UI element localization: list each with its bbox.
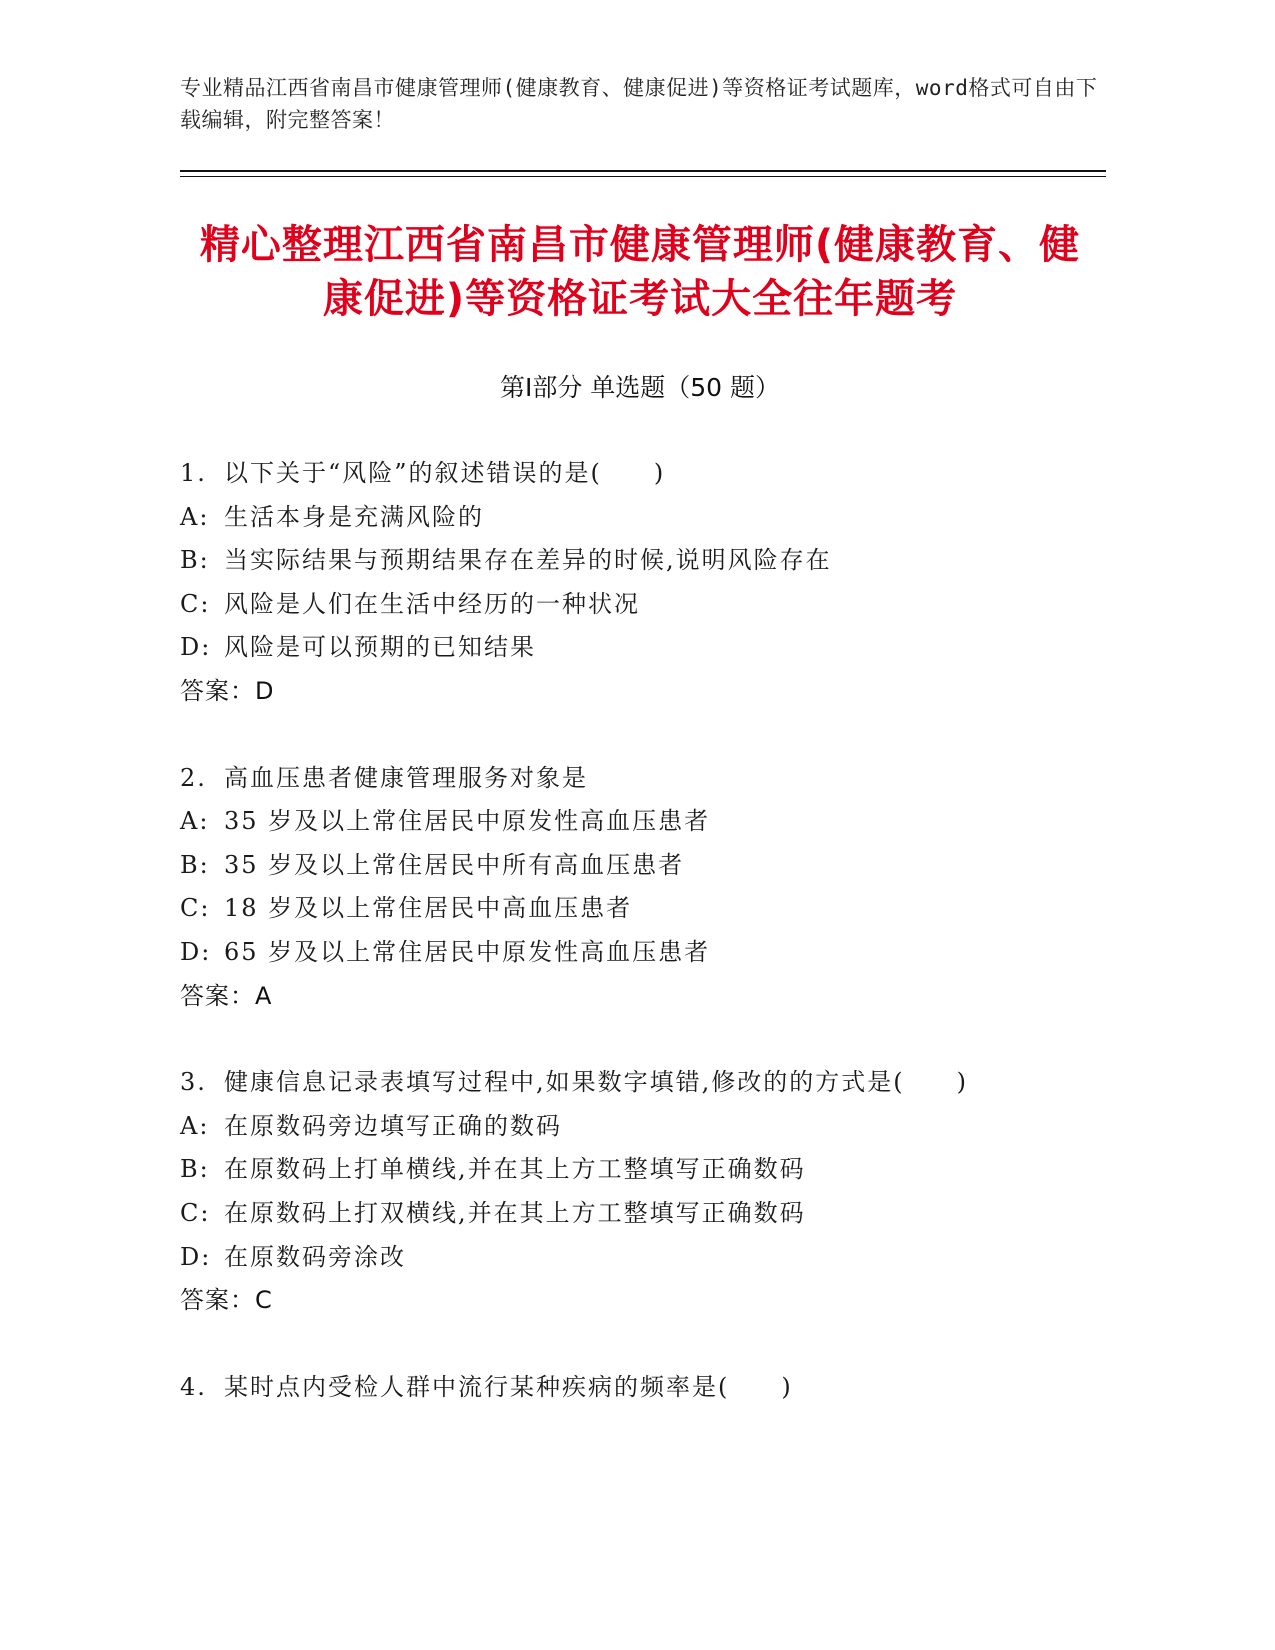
header-rule-thick xyxy=(180,170,1106,172)
question-1 xyxy=(180,452,1100,714)
option-label: A: xyxy=(180,502,210,531)
question-text: 健康信息记录表填写过程中,如果数字填错,修改的的方式是( ) xyxy=(224,1068,968,1097)
option-c xyxy=(180,887,1100,931)
option-text: 风险是可以预期的已知结果 xyxy=(224,633,536,662)
option-b xyxy=(180,844,1100,888)
option-d xyxy=(180,626,1100,670)
option-label: D: xyxy=(180,937,212,966)
document-title: 精心整理江西省南昌市健康管理师(健康教育、健康促进)等资格证考试大全往年题考 xyxy=(199,222,1081,322)
question-number: 3. xyxy=(180,1068,207,1097)
option-d xyxy=(180,931,1100,975)
question-number: 2. xyxy=(180,763,207,792)
answer: 答案：C xyxy=(180,1286,273,1315)
answer: 答案：A xyxy=(180,981,273,1010)
question-stem xyxy=(180,1061,1100,1105)
answer: 答案：D xyxy=(180,676,275,705)
option-text: 18 岁及以上常住居民中高血压患者 xyxy=(224,894,633,923)
option-a xyxy=(180,496,1100,540)
option-label: C: xyxy=(180,589,211,618)
question-text: 某时点内受检人群中流行某种疾病的频率是( ) xyxy=(224,1372,793,1401)
option-label: B: xyxy=(180,546,210,575)
option-text: 35 岁及以上常住居民中所有高血压患者 xyxy=(224,850,685,879)
section-title: 第Ⅰ部分 单选题（50 题） xyxy=(499,373,781,402)
question-number: 1. xyxy=(180,459,207,487)
option-label: D: xyxy=(180,1242,212,1271)
question-text: 以下关于“风险”的叙述错误的是( ) xyxy=(224,459,666,487)
option-text: 在原数码上打单横线,并在其上方工整填写正确数码 xyxy=(224,1155,806,1184)
option-text: 在原数码上打双横线,并在其上方工整填写正确数码 xyxy=(224,1198,806,1227)
option-label: D: xyxy=(180,633,212,662)
option-label: B: xyxy=(180,850,210,879)
question-2 xyxy=(180,757,1100,1019)
question-stem xyxy=(180,452,1100,496)
option-label: B: xyxy=(180,1155,210,1184)
option-b xyxy=(180,1148,1100,1192)
question-stem xyxy=(180,1366,1100,1410)
option-label: C: xyxy=(180,1198,211,1227)
option-text: 风险是人们在生活中经历的一种状况 xyxy=(224,589,640,618)
question-stem xyxy=(180,757,1100,801)
question-number: 4. xyxy=(180,1372,207,1401)
question-text: 高血压患者健康管理服务对象是 xyxy=(224,763,588,792)
option-label: A: xyxy=(180,807,210,836)
option-a xyxy=(180,1105,1100,1149)
option-text: 当实际结果与预期结果存在差异的时候,说明风险存在 xyxy=(224,546,832,575)
question-4 xyxy=(180,1366,1100,1410)
option-text: 在原数码旁边填写正确的数码 xyxy=(224,1111,562,1140)
option-text: 35 岁及以上常住居民中原发性高血压患者 xyxy=(224,807,711,836)
option-text: 在原数码旁涂改 xyxy=(224,1242,406,1271)
question-3 xyxy=(180,1061,1100,1323)
option-c xyxy=(180,1192,1100,1236)
option-d xyxy=(180,1236,1100,1280)
option-text: 65 岁及以上常住居民中原发性高血压患者 xyxy=(224,937,711,966)
question-list xyxy=(180,452,1100,1452)
option-a xyxy=(180,800,1100,844)
option-text: 生活本身是充满风险的 xyxy=(224,502,484,531)
option-label: A: xyxy=(180,1111,210,1140)
option-c xyxy=(180,583,1100,627)
header-rule-thin xyxy=(180,176,1106,177)
option-label: C: xyxy=(180,894,211,923)
header-note: 专业精品江西省南昌市健康管理师(健康教育、健康促进)等资格证考试题库，word格式可自由下载编辑，附完整答案！ xyxy=(180,76,1098,132)
option-b xyxy=(180,539,1100,583)
